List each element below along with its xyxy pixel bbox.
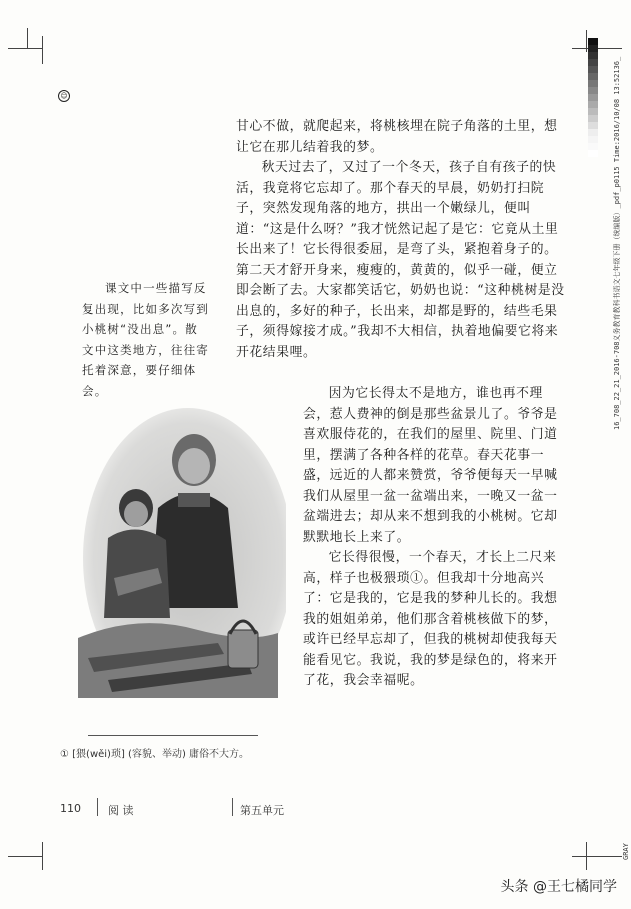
main-text-column (236, 117, 568, 363)
gray-calibration-bar (588, 38, 598, 218)
watermark: 头条 @王七橘同学 (500, 879, 617, 895)
crop-mark-top-left-v2 (27, 28, 28, 48)
footnote: ① [猥(wěi)琐] (容貌、举动) 庸俗不大方。 (60, 749, 250, 760)
crop-mark-bottom-right-v (586, 842, 587, 870)
registration-mark-icon: ☺ (58, 90, 70, 102)
side-note-text: 课文中一些描写反复出现，比如多次写到小桃树“没出息”。散文中这类地方，往往寄托着深意，要仔细体会。 (82, 281, 209, 398)
crop-mark-bottom-left-h (8, 856, 42, 857)
footer-unit: 第五单元 (240, 804, 284, 817)
crop-mark-top-left-v (42, 36, 43, 64)
crop-mark-top-right-v (586, 30, 587, 52)
paragraph-1: 甘心不做，就爬起来，将桃核埋在院子角落的土里，想让它在那儿结着我的梦。 (236, 119, 558, 155)
page-number: 110 (60, 802, 81, 815)
side-note (82, 278, 210, 401)
crop-mark-bottom-right-h (572, 856, 622, 857)
footnote-rule (88, 735, 258, 736)
footer-separator-1 (97, 798, 98, 816)
print-slug: 16_708_22_21_2016-708义务教育教科书语文七年级下册（统编版）_pdf_p0115 Time:2016/10/08 13:52136_ (613, 56, 621, 430)
crop-mark-bottom-left-v (42, 842, 43, 870)
illustration-grandmother-child (78, 408, 286, 698)
footer-separator-2 (232, 798, 233, 816)
paragraph-2: 秋天过去了，又过了一个冬天，孩子自有孩子的快活，我竟将它忘却了。那个春天的早晨，奶奶打扫院子，突然发现角落的地方，拱出一个嫩绿儿，便叫道：“这是什么呀？”我才恍然记起了是它：它竟从土里长出来了！它长得很委屈，是弯了头，紧抱着身子的。第二天才舒开身来，瘦瘦的，黄黄的，似乎一碰，便立即会断了去。大家都笑话它，奶奶也说：“这种桃树是没出息的，多好的种子，长出来，却都是野的，结些毛果子，须得嫁接才成。”我却不大相信，执着地偏要它将来开花结果哩。 (236, 160, 565, 360)
paragraph-3: 因为它长得太不是地方，谁也再不理会，惹人费神的倒是那些盆景儿了。爷爷是喜欢服侍花的，在我们的屋里、院里、门道里，摆满了各种各样的花草。春天花事一盛，远近的人都来赞赏，爷爷便每天一早喊我们从屋里一盆一盆端出来，一晚又一盆一盆端进去；却从来不想到我的小桃树。它却默默地长上来了。 (303, 386, 558, 545)
paragraph-4: 它长得很慢，一个春天，才长上二尺来高，样子也极猥琐①。但我却十分地高兴了：它是我的，它是我的梦种儿长的。我想我的姐姐弟弟，他们那含着桃核做下的梦，或许已经早忘却了，但我的桃树却使我每天能看见它。我说，我的梦是绿色的，将来开了花，我会幸福呢。 (303, 550, 558, 688)
print-slug-gray: GRAY (622, 843, 630, 860)
crop-mark-top-left-h (8, 48, 42, 49)
main-text-lower (303, 384, 568, 692)
footer-section: 阅 读 (108, 804, 134, 817)
